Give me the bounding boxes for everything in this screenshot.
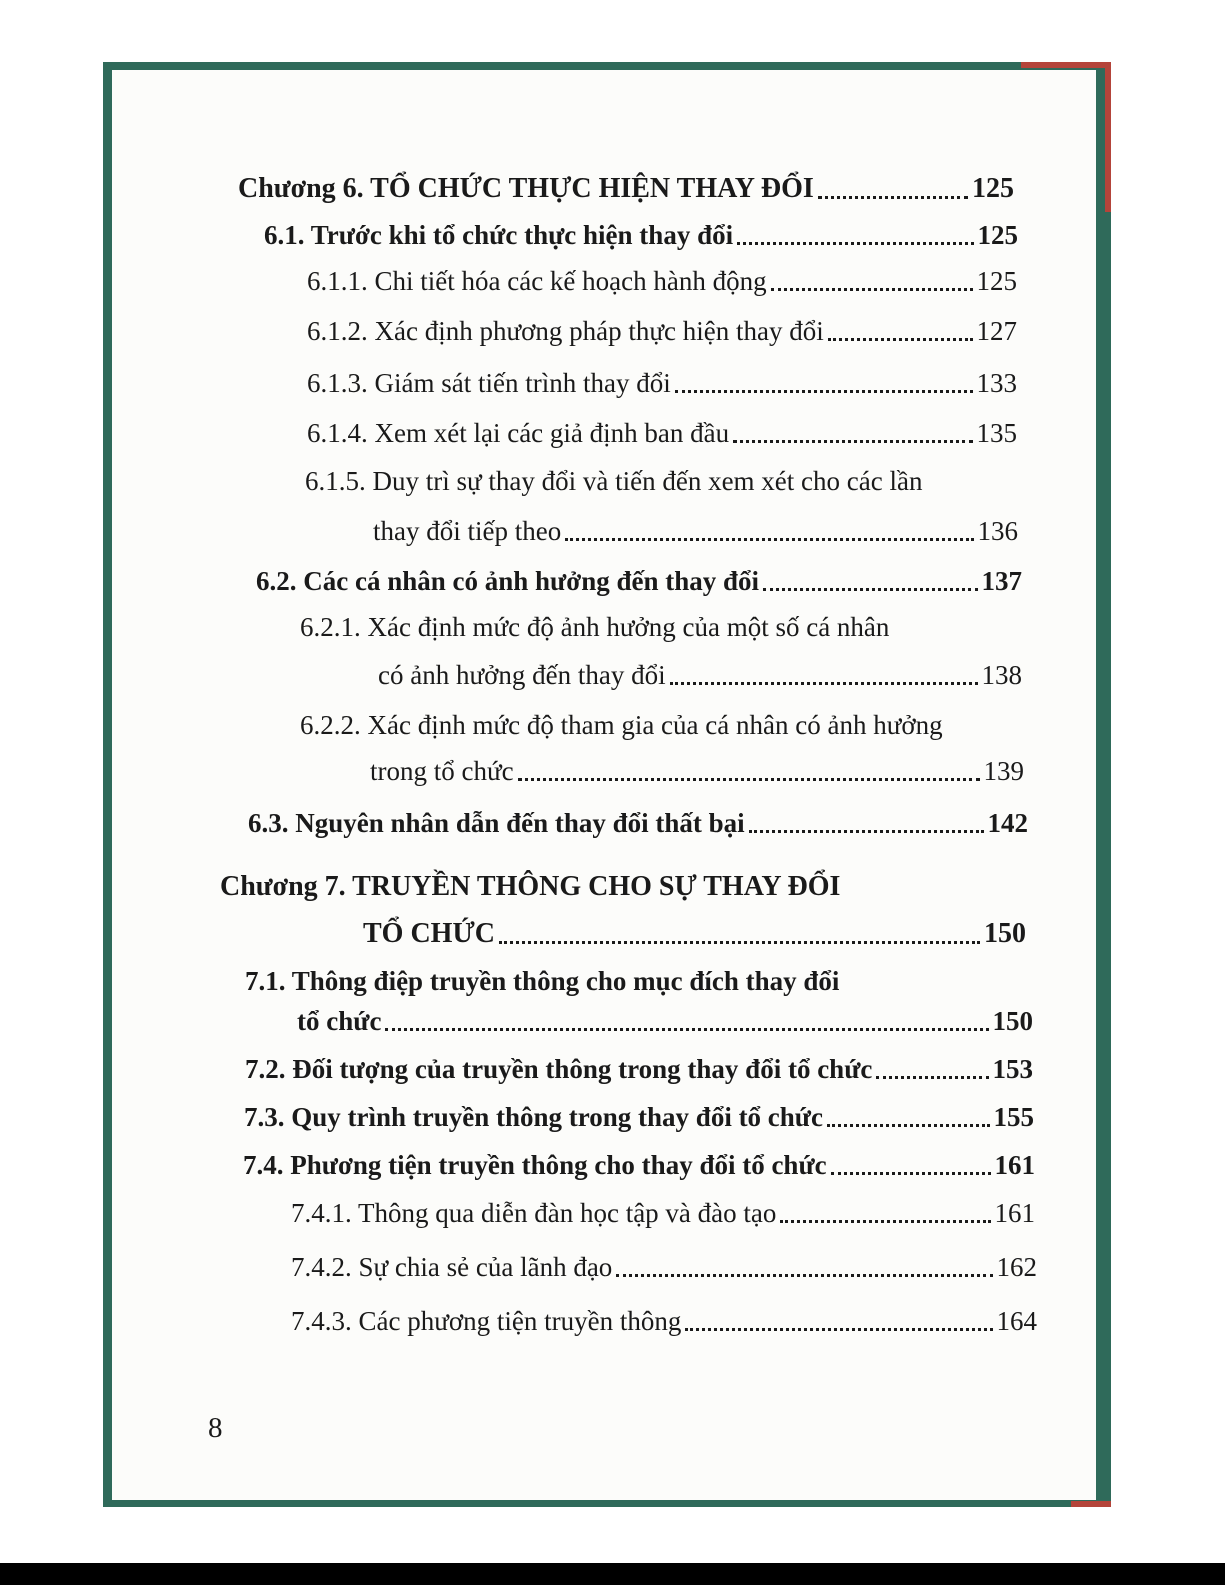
toc-entry-page: 125 [976,266,1017,296]
toc-leader-dots [518,770,980,781]
toc-entry-title: 6.1.1. Chi tiết hóa các kế hoạch hành động [307,266,767,296]
toc-entry-6-2-1-line1[interactable] [300,610,889,644]
toc-entry-page: 150 [984,918,1026,949]
toc-entry-title: Chương 6. TỔ CHỨC THỰC HIỆN THAY ĐỔI [238,173,814,204]
toc-entry-page: 150 [992,1006,1033,1036]
toc-entry-6-1-3[interactable] [307,366,1017,400]
toc-entry-page: 155 [993,1102,1034,1132]
toc-entry-6-1-5-line1[interactable] [305,464,922,498]
toc-entry-title: 7.2. Đối tượng của truyền thông trong thay đổi tổ chức [245,1054,873,1084]
toc-entry-title: 6.3. Nguyên nhân dẫn đến thay đổi thất bại [248,808,745,838]
toc-entry-title: 6.2. Các cá nhân có ảnh hưởng đến thay đổi [256,566,760,596]
toc-entry-title-cont: TỔ CHỨC [363,918,495,949]
bottom-black-border [0,1563,1225,1585]
toc-entry-chapter-7[interactable] [363,917,1026,951]
toc-leader-dots [499,933,980,944]
toc-entry-page: 142 [987,808,1028,838]
toc-entry-6-2-1[interactable] [378,658,1022,692]
toc-entry-title-cont: có ảnh hưởng đến thay đổi [378,660,666,690]
toc-entry-title: 6.1. Trước khi tổ chức thực hiện thay đổi [264,220,734,250]
toc-entry-title-cont: trong tổ chức [370,756,514,786]
toc-entry-title: 6.1.5. Duy trì sự thay đổi và tiến đến xem xét cho các lần [305,466,923,496]
toc-entry-page: 161 [994,1198,1035,1228]
toc-entry-6-1[interactable] [264,218,1018,252]
toc-entry-6-1-1[interactable] [307,264,1017,298]
toc-entry-title: 6.1.3. Giám sát tiến trình thay đổi [307,368,671,398]
toc-entry-6-3[interactable] [248,806,1028,840]
toc-leader-dots [876,1068,988,1079]
toc-leader-dots [565,530,973,541]
toc-entry-title: 7.4.1. Thông qua diễn đàn học tập và đào tạo [291,1198,777,1228]
toc-entry-chapter-6[interactable] [238,172,1014,206]
toc-entry-7-1[interactable] [297,1004,1033,1038]
toc-entry-page: 133 [976,368,1017,398]
toc-leader-dots [675,382,973,393]
toc-entry-title: 6.2.1. Xác định mức độ ảnh hưởng của một số cá nhân [300,612,890,642]
toc-entry-title: 6.1.2. Xác định phương pháp thực hiện thay đổi [307,316,824,346]
toc-entry-7-4-3[interactable] [291,1304,1037,1338]
toc-entry-chapter-7-line1[interactable] [220,870,840,904]
toc-entry-title: 7.4.2. Sự chia sẻ của lãnh đạo [291,1252,613,1282]
toc-entry-page: 125 [977,220,1018,250]
toc-leader-dots [749,822,984,833]
toc-entry-page: 139 [983,756,1024,786]
toc-leader-dots [763,580,977,591]
toc-entry-title: 6.2.2. Xác định mức độ tham gia của cá nhân có ảnh hưởng [300,710,943,740]
toc-entry-6-1-2[interactable] [307,314,1017,348]
toc-entry-title: 7.4.3. Các phương tiện truyền thông [291,1306,682,1336]
toc-entry-page: 135 [976,418,1017,448]
toc-leader-dots [818,188,968,199]
toc-entry-7-4[interactable] [243,1148,1035,1182]
toc-entry-page: 153 [992,1054,1033,1084]
toc-entry-title-cont: tổ chức [297,1006,382,1036]
toc-leader-dots [385,1020,988,1031]
toc-entry-page: 162 [996,1252,1037,1282]
toc-leader-dots [616,1266,992,1277]
toc-leader-dots [780,1212,990,1223]
toc-leader-dots [771,280,973,291]
toc-entry-title: 7.4. Phương tiện truyền thông cho thay đổi tổ chức [243,1150,827,1180]
toc-entry-page: 125 [972,173,1014,204]
toc-entry-page: 137 [981,566,1022,596]
toc-leader-dots [828,330,973,341]
page-number: 8 [208,1412,223,1444]
toc-entry-6-2-2-line1[interactable] [300,708,943,742]
toc-entry-7-3[interactable] [244,1100,1034,1134]
toc-entry-6-1-5[interactable] [373,514,1018,548]
toc-leader-dots [685,1320,992,1331]
toc-entry-title: 7.3. Quy trình truyền thông trong thay đổi tổ chức [244,1102,823,1132]
toc-entry-title-cont: thay đổi tiếp theo [373,516,562,546]
cover-red-stripe-right [1105,62,1111,212]
toc-leader-dots [827,1116,990,1127]
toc-entry-7-4-2[interactable] [291,1250,1037,1284]
cover-red-stripe-top [1021,62,1111,68]
toc-entry-6-2[interactable] [256,564,1022,598]
toc-entry-title: 6.1.4. Xem xét lại các giả định ban đầu [307,418,730,448]
toc-entry-7-1-line1[interactable] [245,964,839,998]
toc-entry-page: 161 [994,1150,1035,1180]
toc-entry-title: 7.1. Thông điệp truyền thông cho mục đích thay đổi [245,966,840,996]
toc-leader-dots [737,234,973,245]
toc-entry-page: 164 [996,1306,1037,1336]
toc-leader-dots [831,1164,991,1175]
cover-red-stripe-bottom [1071,1501,1111,1507]
toc-entry-title: Chương 7. TRUYỀN THÔNG CHO SỰ THAY ĐỔI [220,871,841,902]
toc-entry-6-2-2[interactable] [370,754,1024,788]
toc-entry-7-2[interactable] [245,1052,1033,1086]
toc-leader-dots [733,432,972,443]
toc-entry-page: 138 [981,660,1022,690]
toc-entry-6-1-4[interactable] [307,416,1017,450]
toc-entry-7-4-1[interactable] [291,1196,1035,1230]
toc-entry-page: 127 [976,316,1017,346]
toc-entry-page: 136 [977,516,1018,546]
toc-leader-dots [670,674,978,685]
